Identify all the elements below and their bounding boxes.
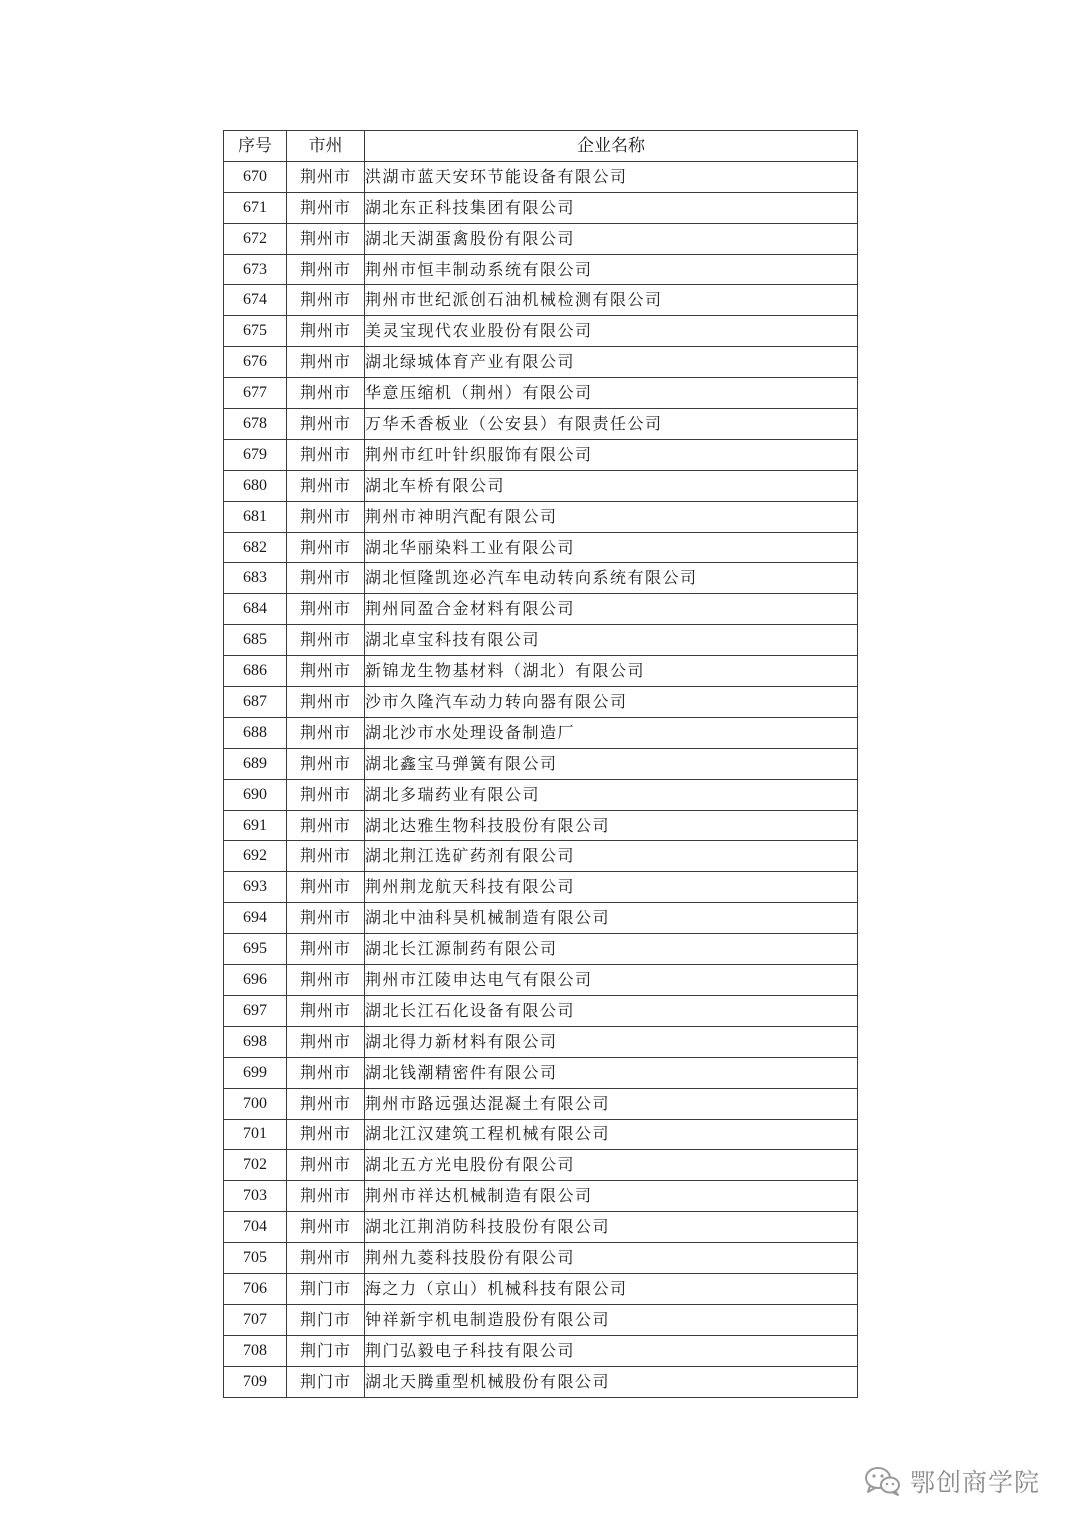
row-index: 692 <box>224 841 287 872</box>
table-row <box>224 1088 858 1119</box>
row-city: 荆州市 <box>287 594 365 625</box>
row-index: 684 <box>224 594 287 625</box>
row-city: 荆州市 <box>287 470 365 501</box>
table-row <box>224 594 858 625</box>
row-city: 荆州市 <box>287 532 365 563</box>
row-index: 704 <box>224 1212 287 1243</box>
table-row <box>224 748 858 779</box>
table-row <box>224 285 858 316</box>
row-city: 荆州市 <box>287 501 365 532</box>
row-enterprise-name: 荆州九菱科技股份有限公司 <box>365 1243 858 1274</box>
row-index: 683 <box>224 563 287 594</box>
row-enterprise-name: 湖北沙市水处理设备制造厂 <box>365 717 858 748</box>
row-index: 706 <box>224 1273 287 1304</box>
table-row <box>224 656 858 687</box>
row-enterprise-name: 新锦龙生物基材料（湖北）有限公司 <box>365 656 858 687</box>
row-city: 荆州市 <box>287 717 365 748</box>
row-index: 685 <box>224 625 287 656</box>
row-index: 701 <box>224 1119 287 1150</box>
row-index: 681 <box>224 501 287 532</box>
row-city: 荆州市 <box>287 779 365 810</box>
row-enterprise-name: 万华禾香板业（公安县）有限责任公司 <box>365 409 858 440</box>
row-enterprise-name: 荆州市神明汽配有限公司 <box>365 501 858 532</box>
table-row <box>224 995 858 1026</box>
row-enterprise-name: 湖北东正科技集团有限公司 <box>365 192 858 223</box>
row-city: 荆州市 <box>287 347 365 378</box>
table-row <box>224 965 858 996</box>
row-index: 678 <box>224 409 287 440</box>
row-enterprise-name: 湖北中油科昊机械制造有限公司 <box>365 903 858 934</box>
row-index: 699 <box>224 1057 287 1088</box>
table-row <box>224 378 858 409</box>
table-row <box>224 409 858 440</box>
row-enterprise-name: 湖北钱潮精密件有限公司 <box>365 1057 858 1088</box>
header-row <box>224 131 858 162</box>
row-enterprise-name: 湖北荆江选矿药剂有限公司 <box>365 841 858 872</box>
table-row <box>224 1243 858 1274</box>
row-city: 荆州市 <box>287 1150 365 1181</box>
row-city: 荆州市 <box>287 748 365 779</box>
row-city: 荆州市 <box>287 656 365 687</box>
row-index: 707 <box>224 1304 287 1335</box>
row-enterprise-name: 荆州市祥达机械制造有限公司 <box>365 1181 858 1212</box>
table-body <box>224 161 858 1397</box>
row-enterprise-name: 荆州市恒丰制动系统有限公司 <box>365 254 858 285</box>
row-index: 679 <box>224 439 287 470</box>
row-city: 荆州市 <box>287 378 365 409</box>
table-row <box>224 1057 858 1088</box>
table-row <box>224 1304 858 1335</box>
row-index: 689 <box>224 748 287 779</box>
table-row <box>224 872 858 903</box>
row-enterprise-name: 湖北长江源制药有限公司 <box>365 934 858 965</box>
row-city: 荆州市 <box>287 1088 365 1119</box>
table-row <box>224 1212 858 1243</box>
row-index: 675 <box>224 316 287 347</box>
row-index: 686 <box>224 656 287 687</box>
row-index: 696 <box>224 965 287 996</box>
row-enterprise-name: 荆州同盈合金材料有限公司 <box>365 594 858 625</box>
row-city: 荆州市 <box>287 1057 365 1088</box>
row-city: 荆州市 <box>287 1243 365 1274</box>
table-row <box>224 161 858 192</box>
table-row <box>224 779 858 810</box>
row-enterprise-name: 湖北绿城体育产业有限公司 <box>365 347 858 378</box>
table-row <box>224 687 858 718</box>
table-row <box>224 1366 858 1397</box>
table-row <box>224 1026 858 1057</box>
table-row <box>224 501 858 532</box>
row-enterprise-name: 荆州荆龙航天科技有限公司 <box>365 872 858 903</box>
row-city: 荆州市 <box>287 1212 365 1243</box>
table-row <box>224 316 858 347</box>
row-enterprise-name: 湖北华丽染料工业有限公司 <box>365 532 858 563</box>
row-enterprise-name: 湖北多瑞药业有限公司 <box>365 779 858 810</box>
wechat-icon <box>864 1465 902 1497</box>
row-enterprise-name: 湖北天腾重型机械股份有限公司 <box>365 1366 858 1397</box>
row-index: 708 <box>224 1335 287 1366</box>
row-index: 703 <box>224 1181 287 1212</box>
row-index: 680 <box>224 470 287 501</box>
row-city: 荆州市 <box>287 1181 365 1212</box>
row-index: 676 <box>224 347 287 378</box>
row-index: 690 <box>224 779 287 810</box>
table-row <box>224 470 858 501</box>
row-enterprise-name: 湖北天湖蛋禽股份有限公司 <box>365 223 858 254</box>
row-index: 705 <box>224 1243 287 1274</box>
row-enterprise-name: 湖北江荆消防科技股份有限公司 <box>365 1212 858 1243</box>
row-index: 688 <box>224 717 287 748</box>
row-enterprise-name: 湖北长江石化设备有限公司 <box>365 995 858 1026</box>
row-enterprise-name: 湖北江汉建筑工程机械有限公司 <box>365 1119 858 1150</box>
table-row <box>224 810 858 841</box>
row-city: 荆门市 <box>287 1304 365 1335</box>
table-row <box>224 1181 858 1212</box>
table-row <box>224 1119 858 1150</box>
row-city: 荆州市 <box>287 254 365 285</box>
row-city: 荆州市 <box>287 439 365 470</box>
row-city: 荆门市 <box>287 1366 365 1397</box>
row-enterprise-name: 湖北恒隆凯迩必汽车电动转向系统有限公司 <box>365 563 858 594</box>
table-row <box>224 347 858 378</box>
row-city: 荆州市 <box>287 161 365 192</box>
row-enterprise-name: 湖北得力新材料有限公司 <box>365 1026 858 1057</box>
row-city: 荆州市 <box>287 934 365 965</box>
row-enterprise-name: 湖北五方光电股份有限公司 <box>365 1150 858 1181</box>
row-city: 荆州市 <box>287 285 365 316</box>
table-row <box>224 1150 858 1181</box>
row-enterprise-name: 湖北鑫宝马弹簧有限公司 <box>365 748 858 779</box>
row-index: 700 <box>224 1088 287 1119</box>
row-city: 荆州市 <box>287 1026 365 1057</box>
row-enterprise-name: 荆州市路远强达混凝土有限公司 <box>365 1088 858 1119</box>
table-row <box>224 625 858 656</box>
row-enterprise-name: 湖北达雅生物科技股份有限公司 <box>365 810 858 841</box>
table-row <box>224 1335 858 1366</box>
row-city: 荆州市 <box>287 563 365 594</box>
row-enterprise-name: 钟祥新宇机电制造股份有限公司 <box>365 1304 858 1335</box>
table-row <box>224 903 858 934</box>
row-index: 694 <box>224 903 287 934</box>
row-city: 荆州市 <box>287 687 365 718</box>
header-enterprise-name: 企业名称 <box>365 131 858 162</box>
row-city: 荆州市 <box>287 903 365 934</box>
row-city: 荆州市 <box>287 872 365 903</box>
row-index: 693 <box>224 872 287 903</box>
row-index: 702 <box>224 1150 287 1181</box>
row-index: 670 <box>224 161 287 192</box>
watermark <box>864 1461 1040 1501</box>
row-city: 荆州市 <box>287 810 365 841</box>
watermark-text: 鄂创商学院 <box>910 1468 1041 1497</box>
row-city: 荆州市 <box>287 965 365 996</box>
header-index: 序号 <box>224 131 287 162</box>
row-city: 荆州市 <box>287 316 365 347</box>
table-row <box>224 223 858 254</box>
row-index: 674 <box>224 285 287 316</box>
row-enterprise-name: 美灵宝现代农业股份有限公司 <box>365 316 858 347</box>
row-city: 荆州市 <box>287 223 365 254</box>
table-row <box>224 717 858 748</box>
row-index: 697 <box>224 995 287 1026</box>
row-enterprise-name: 荆州市红叶针织服饰有限公司 <box>365 439 858 470</box>
row-enterprise-name: 洪湖市蓝天安环节能设备有限公司 <box>365 161 858 192</box>
row-city: 荆州市 <box>287 995 365 1026</box>
row-enterprise-name: 湖北车桥有限公司 <box>365 470 858 501</box>
table-row <box>224 254 858 285</box>
row-city: 荆州市 <box>287 192 365 223</box>
row-enterprise-name: 荆州市世纪派创石油机械检测有限公司 <box>365 285 858 316</box>
row-enterprise-name: 海之力（京山）机械科技有限公司 <box>365 1273 858 1304</box>
row-index: 709 <box>224 1366 287 1397</box>
row-index: 677 <box>224 378 287 409</box>
row-enterprise-name: 荆州市江陵申达电气有限公司 <box>365 965 858 996</box>
row-city: 荆门市 <box>287 1335 365 1366</box>
row-city: 荆州市 <box>287 841 365 872</box>
row-city: 荆州市 <box>287 625 365 656</box>
row-index: 695 <box>224 934 287 965</box>
row-city: 荆门市 <box>287 1273 365 1304</box>
row-city: 荆州市 <box>287 409 365 440</box>
enterprise-table <box>223 130 858 1398</box>
table-row <box>224 192 858 223</box>
row-index: 682 <box>224 532 287 563</box>
table-row <box>224 934 858 965</box>
row-enterprise-name: 沙市久隆汽车动力转向器有限公司 <box>365 687 858 718</box>
table-row <box>224 563 858 594</box>
table-row <box>224 532 858 563</box>
table-row <box>224 841 858 872</box>
row-enterprise-name: 华意压缩机（荆州）有限公司 <box>365 378 858 409</box>
row-enterprise-name: 荆门弘毅电子科技有限公司 <box>365 1335 858 1366</box>
row-index: 698 <box>224 1026 287 1057</box>
row-index: 687 <box>224 687 287 718</box>
table-header <box>224 131 858 162</box>
row-index: 672 <box>224 223 287 254</box>
row-index: 673 <box>224 254 287 285</box>
table-row <box>224 439 858 470</box>
table-row <box>224 1273 858 1304</box>
row-index: 691 <box>224 810 287 841</box>
row-city: 荆州市 <box>287 1119 365 1150</box>
row-index: 671 <box>224 192 287 223</box>
row-enterprise-name: 湖北卓宝科技有限公司 <box>365 625 858 656</box>
header-city: 市州 <box>287 131 365 162</box>
